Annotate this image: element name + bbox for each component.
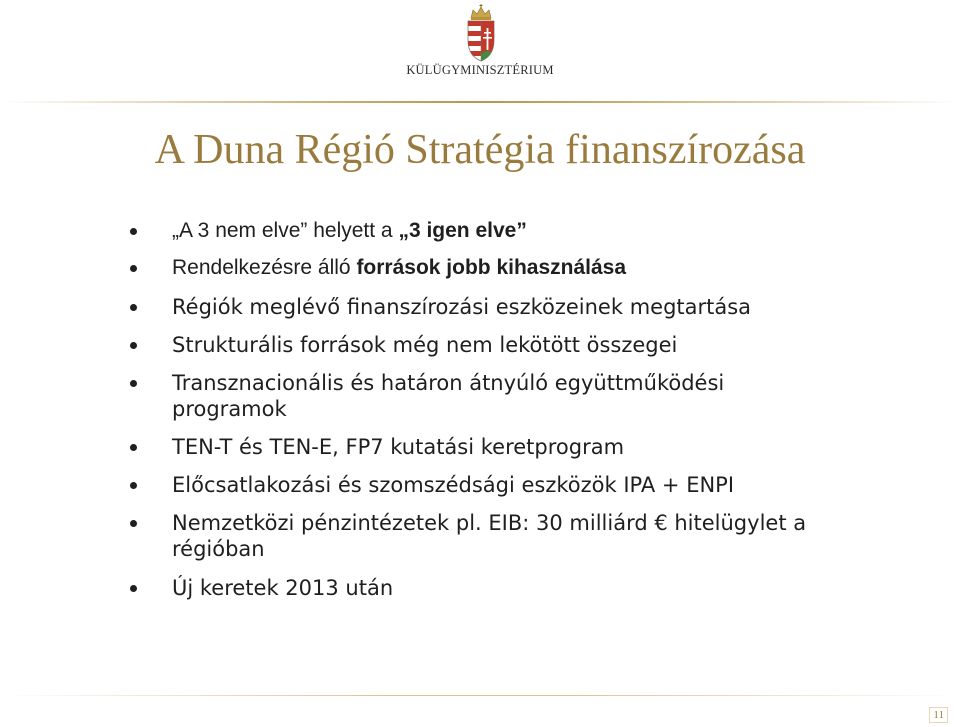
list-item bbox=[128, 255, 908, 281]
bullet-text: Régiók meglévő finanszírozási eszközeinek megtartása bbox=[172, 295, 752, 319]
list-item bbox=[128, 575, 908, 601]
bullet-dot-icon bbox=[130, 520, 137, 527]
bullet-emphasis: források jobb kihasználása bbox=[356, 256, 627, 279]
bullet-text: Transznacionális és határon átnyúló együttműködési programok bbox=[172, 371, 725, 421]
bullet-emphasis: „3 igen elve” bbox=[398, 219, 527, 242]
list-item bbox=[128, 218, 908, 244]
ministry-name: KÜLÜGYMINISZTÉRIUM bbox=[406, 63, 554, 77]
bullet-text: „A 3 nem elve” helyett a bbox=[172, 219, 399, 242]
bullet-text: Rendelkezésre álló bbox=[172, 256, 357, 279]
bullet-text: Új keretek 2013 után bbox=[172, 576, 394, 600]
bullet-dot-icon bbox=[130, 265, 137, 272]
bullet-dot-icon bbox=[130, 228, 137, 235]
footer-divider bbox=[0, 695, 960, 696]
bullet-dot-icon bbox=[130, 304, 137, 311]
coat-of-arms-icon bbox=[463, 4, 499, 62]
bullet-dot-icon bbox=[130, 482, 137, 489]
list-item bbox=[128, 332, 908, 358]
bullet-text: Nemzetközi pénzintézetek pl. EIB: 30 milliárd € hitelügylet a régióban bbox=[172, 511, 807, 561]
bullet-dot-icon bbox=[130, 585, 137, 592]
bullet-text: Előcsatlakozási és szomszédsági eszközök IPA + ENPI bbox=[172, 473, 735, 497]
list-item bbox=[128, 510, 908, 562]
bullet-list bbox=[128, 218, 908, 601]
list-item bbox=[128, 370, 908, 422]
bullet-dot-icon bbox=[130, 380, 137, 387]
list-item bbox=[128, 434, 908, 460]
list-item bbox=[128, 294, 908, 320]
bullet-dot-icon bbox=[130, 342, 137, 349]
header-divider bbox=[0, 101, 960, 103]
bullet-text: Strukturális források még nem lekötött összegei bbox=[172, 333, 678, 357]
page-number: 11 bbox=[929, 707, 948, 723]
bullet-dot-icon bbox=[130, 444, 137, 451]
bullet-text: TEN-T és TEN-E, FP7 kutatási keretprogram bbox=[172, 435, 625, 459]
slide-title: A Duna Régió Stratégia finanszírozása bbox=[154, 127, 806, 173]
list-item bbox=[128, 472, 908, 498]
